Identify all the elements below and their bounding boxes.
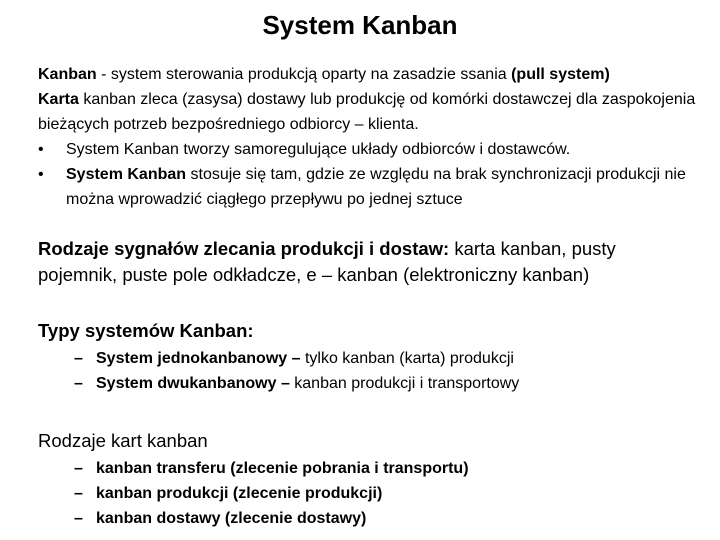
cards-list: [74, 456, 694, 531]
definition-text: - system sterowania produkcją oparty na zasadzie ssania: [96, 66, 512, 83]
bullet-marker: •: [38, 141, 44, 158]
intro-section: [38, 62, 698, 212]
list-item: [74, 371, 694, 396]
bullet-text: System Kanban tworzy samoregulujące układy odbiorców i dostawców.: [66, 141, 571, 158]
term-karta: Karta: [38, 91, 79, 108]
bullet-marker: •: [38, 166, 44, 183]
types-heading: Typy systemów Kanban:: [38, 320, 254, 341]
card-type: kanban produkcji (zlecenie produkcji): [96, 485, 383, 502]
definition-paragraph: [38, 62, 698, 87]
term-pull-system: (pull system): [511, 66, 610, 83]
signals-section: [38, 236, 698, 288]
dash-marker: –: [74, 485, 83, 502]
slide-title: System Kanban: [262, 10, 458, 40]
types-list: [74, 346, 694, 396]
card-text: kanban zleca (zasysa) dostawy lub produkcję od komórki dostawczej dla zaspokojenia bieżących potrzeb bezpośredniego odbiorcy – klienta.: [38, 91, 696, 133]
bullet-item: [38, 137, 698, 162]
dash-marker: –: [74, 460, 83, 477]
type-name: System dwukanbanowy –: [96, 375, 295, 392]
term-kanban: Kanban: [38, 66, 97, 83]
card-paragraph: [38, 87, 698, 137]
dash-marker: –: [74, 375, 83, 392]
list-item: [74, 346, 694, 371]
list-item: [74, 506, 694, 531]
type-description: kanban produkcji i transportowy: [294, 375, 520, 392]
type-description: tylko kanban (karta) produkcji: [304, 350, 514, 367]
signals-text: karta kanban, pusty pojemnik, puste pole odkładcze, e – kanban (elektroniczny kanban): [38, 238, 616, 285]
list-item: [74, 456, 694, 481]
bullet-text: stosuje się tam, gdzie ze względu na brak synchronizacji produkcji nie można wprowadzić ciągłego przepływu po jednej sztuce: [66, 166, 686, 208]
dash-marker: –: [74, 350, 83, 367]
bullet-bold: System Kanban: [66, 166, 187, 183]
card-type: kanban dostawy (zlecenie dostawy): [96, 510, 367, 527]
signals-heading: Rodzaje sygnałów zlecania produkcji i dostaw:: [38, 238, 450, 259]
type-name: System jednokanbanowy –: [96, 350, 305, 367]
cards-heading: Rodzaje kart kanban: [38, 430, 208, 451]
card-type: kanban transferu (zlecenie pobrania i transportu): [96, 460, 469, 477]
dash-marker: –: [74, 510, 83, 527]
bullet-item: [38, 162, 698, 212]
list-item: [74, 481, 694, 506]
